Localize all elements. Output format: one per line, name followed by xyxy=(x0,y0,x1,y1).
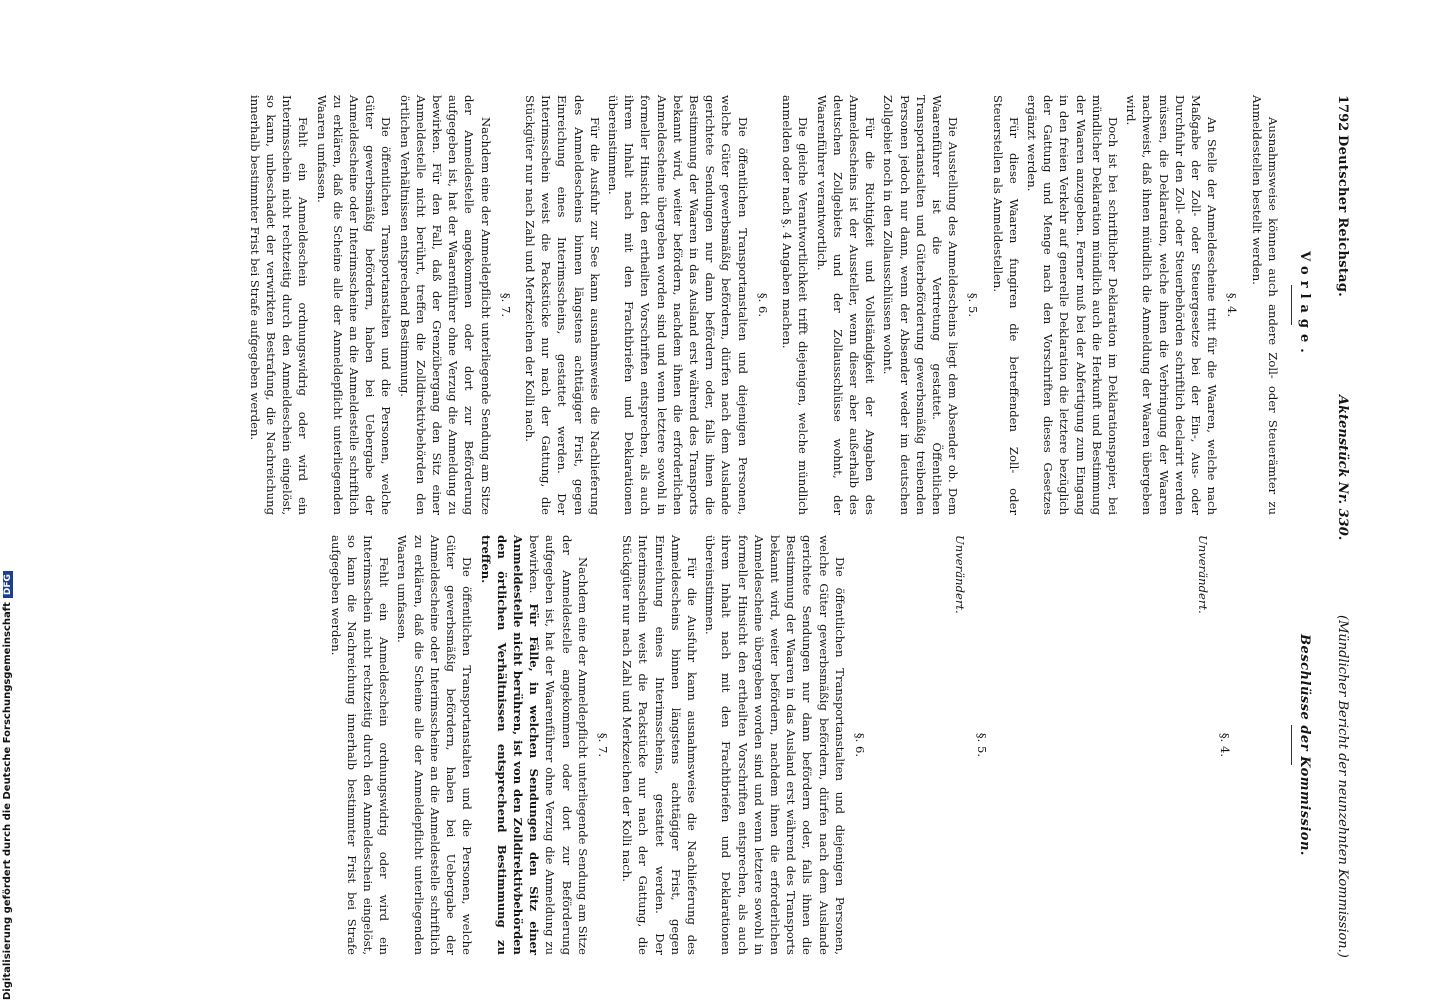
intro-paragraph: Ausnahmsweise können auch andere Zoll- oder Steuerämter zu Anmeldestellen bestellt werden. xyxy=(1249,95,1280,515)
section-5-paragraph-3: Die gleiche Verantwortlichkeit trifft diejenigen, welche mündlich anmelden oder nach §. 4 Angaben machen. xyxy=(780,95,811,515)
section-6-paragraph-1: Die öffentlichen Transportanstalten und diejenigen Personen, welche Güter gewerbsmäßig befördern, dürfen nach dem Auslande gerichtete Sendungen nur dann befördern oder, falls ihnen die Bestimmung der Waaren in das Ausland erst während des Transports bekannt wird, weiter befördern, nachdem ihnen die erforderlichen Anmeldescheine übergeben worden sind und wenn letztere sowohl in formeller Hinsicht den ertheilten Vorschriften entsprechen, als auch ihrem Inhalt nach mit den Frachtbriefen und Deklarationen übereinstimmen. xyxy=(606,95,750,515)
header-report-title: (Mündlicher Bericht der neunzehnten Kommission.) xyxy=(1335,615,1350,958)
header-document-number: Aktenstück Nr. 330. xyxy=(1335,395,1350,541)
column-vorlage xyxy=(116,95,1316,515)
spacer xyxy=(876,535,946,955)
section-4-paragraph-1: An Stelle der Anmeldescheine tritt für die Waaren, welche nach Maßgabe der Zoll- oder Steuergesetze bei der Ein-, Aus- oder Durchfuhr den Zoll- oder Steuerbehörden schriftlich declarirt werden müssen, die Deklaration, welche ihnen die Verbringung der Waaren nachweist, daß ihnen mündlich die Anmeldung der Waaren übergeben wird. xyxy=(1124,95,1220,515)
section-7-title: §. 7. xyxy=(498,292,513,318)
section-5-paragraph-2: Für die Richtigkeit und Vollständigkeit der Angaben des Anmeldescheins ist der Aussteller, wenn dieser aber außerhalb des deutschen Zollgebiets und der Zollausschlüsse wohnt, der Waarenführer verantwortlich. xyxy=(814,95,878,515)
section-7-amendment: Für Fälle, in welchen Sendungen den Sitz einer Anmeldestelle nicht berühren, ist von den Zolldirektivbehörden den örtlichen Verhältnissen entsprechend Bestimmung zu treffen. xyxy=(478,535,542,955)
section-7-paragraph-1-text: Nachdem eine der Anmeldepflicht unterliegende Sendung am Sitze der Anmeldestelle angekommen oder dort zur Beförderung aufgegeben ist, hat der Waarenführer ohne Verzug die Anmeldung zu bewirken. xyxy=(527,535,590,955)
page-number: 1792 xyxy=(1335,95,1350,132)
running-header xyxy=(1328,95,1350,958)
section-6-title: §. 6. xyxy=(852,732,867,758)
rotated-page-content xyxy=(110,95,1350,958)
section-6-title: §. 6. xyxy=(755,292,770,318)
header-org: Deutscher Reichstag. xyxy=(1335,135,1350,298)
heading-rule xyxy=(1291,285,1292,325)
section-7-paragraph-2: Die öffentlichen Transportanstalten und die Personen, welche Güter gewerbsmäßig befördern, haben bei Uebergabe der Anmeldescheine oder Interimsscheine an die Anmeldestelle schriftlich zu erklären, daß die Scheine alle der Anmeldepflicht unterliegenden Waaren umfassen. xyxy=(314,95,394,515)
section-5-paragraph-1: Die Ausstellung des Anmeldescheins liegt dem Absender ob. Dem Waarenführer ist die Vertretung gestattet. Öffentlichen Transportanstalten und Güterbeförderung gewerbsmäßig treibenden Personen jedoch nur dann, wenn der Absender weder im deutschen Zollgebiet noch in den Zollausschlüssen wohnt. xyxy=(881,95,961,515)
column-beschluesse xyxy=(116,535,1316,955)
section-7-title: §. 7. xyxy=(595,732,610,758)
section-5-unchanged: Unverändert. xyxy=(953,535,968,614)
column-heading-vorlage: Vorlage. xyxy=(1297,251,1312,359)
section-5-title: §. 5. xyxy=(966,292,981,318)
spacer xyxy=(998,535,1188,955)
section-6-paragraph-2: Für die Ausfuhr zur See kann ausnahmsweise die Nachlieferung des Anmeldescheins binnen längstens achttägiger Frist, gegen Einreichung eines Interimsscheins, gestattet werden. Der Interimsschein weist die Packstücke nur nach der Gattung, die Stückgüter nur nach Zahl und Merkzeichen der Kolli nach. xyxy=(523,95,602,515)
digitization-credit xyxy=(2,571,13,1000)
section-7-paragraph-2: Die öffentlichen Transportanstalten und die Personen, welche Güter gewerbsmäßig befördern, haben bei Uebergabe der Anmeldescheine oder Interimsscheine an die Anmeldestelle schriftlich zu erklären, daß die Scheine alle der Anmeldepflicht unterliegenden Waaren umfassen. xyxy=(395,535,475,955)
spacer xyxy=(1241,535,1281,955)
section-4-paragraph-2: Doch ist bei schriftlicher Deklaration im Deklarationspapier, bei mündlicher Deklaration mündlich auch die Herkunft und Bestimmung der Waaren anzugeben. Ferner muß bei der Abfertigung zum Eingang in den freien Verkehr auf generelle Deklaration die letztere bezüglich der Gattung und Menge nach den Vorschriften dieses Gesetzes ergänzt werden. xyxy=(1024,95,1120,515)
section-4-paragraph-3: Für diese Waaren fungiren die betreffenden Zoll- oder Steuerstellen als Anmeldestellen. xyxy=(990,95,1021,515)
section-7-paragraph-3: Fehlt ein Anmeldeschein ordnungswidrig oder wird ein Interimsschein nicht rechtzeitig durch den Anmeldeschein eingelöst, so kann, unbeschadet der verwirkten Bestrafung, die Nachreichung innerhalb bestimmter Frist bei Strafe aufgegeben werden. xyxy=(247,95,311,515)
section-5-title: §. 5. xyxy=(975,732,990,758)
dfg-logo: DFG xyxy=(3,571,13,598)
section-7-paragraph-3: Fehlt ein Anmeldeschein ordnungswidrig oder wird ein Interimsschein nicht rechtzeitig durch den Anmeldeschein eingelöst, so kann die Nachreichung innerhalb bestimmter Frist bei Strafe aufgegeben werden. xyxy=(328,535,392,955)
column-heading-beschluesse: Beschlüsse der Kommission. xyxy=(1297,634,1312,856)
section-7-paragraph-1 xyxy=(477,535,590,955)
digitization-credit-text: Digitalisierung gefördert durch die Deutsche Forschungsgemeinschaft xyxy=(2,602,13,1000)
section-6-paragraph-2: Für die Ausfuhr kann ausnahmsweise die Nachlieferung des Anmeldescheins binnen längstens achttägiger Frist, gegen Einreichung eines Interimsscheins, gestattet werden. Der Interimsschein weist die Packstücke nur nach der Gattung, die Stückgüter nur nach Zahl und Merkzeichen der Kolli nach. xyxy=(620,535,699,955)
section-4-unchanged: Unverändert. xyxy=(1195,535,1210,614)
section-7-paragraph-1: Nachdem eine der Anmeldepflicht unterliegende Sendung am Sitze der Anmeldestelle angekommen oder dort zur Beförderung aufgegeben ist, hat der Waarenführer ohne Verzug die Anmeldung zu bewirken. Für den Fall, daß der Grenzübergang den Sitz einer Anmeldestelle nicht berührt, treffen die Zolldirektivbehörden den örtlichen Verhältnissen entsprechend Bestimmung. xyxy=(397,95,493,515)
section-6-paragraph-1: Die öffentlichen Transportanstalten und diejenigen Personen, welche Güter gewerbsmäßig befördern, dürfen nach dem Auslande gerichtete Sendungen nur dann befördern oder, falls ihnen die Bestimmung der Waaren in das Ausland erst während des Transports bekannt wird, weiter befördern, nachdem ihnen die erforderlichen Anmeldescheine übergeben worden sind und wenn letztere sowohl in formeller Hinsicht den ertheilten Vorschriften entsprechen, als auch ihrem Inhalt nach mit den Frachtbriefen und Deklarationen übereinstimmen. xyxy=(703,535,847,955)
heading-rule xyxy=(1291,725,1292,765)
section-4-title: §. 4. xyxy=(1217,732,1232,758)
section-4-title: §. 4. xyxy=(1225,292,1240,318)
